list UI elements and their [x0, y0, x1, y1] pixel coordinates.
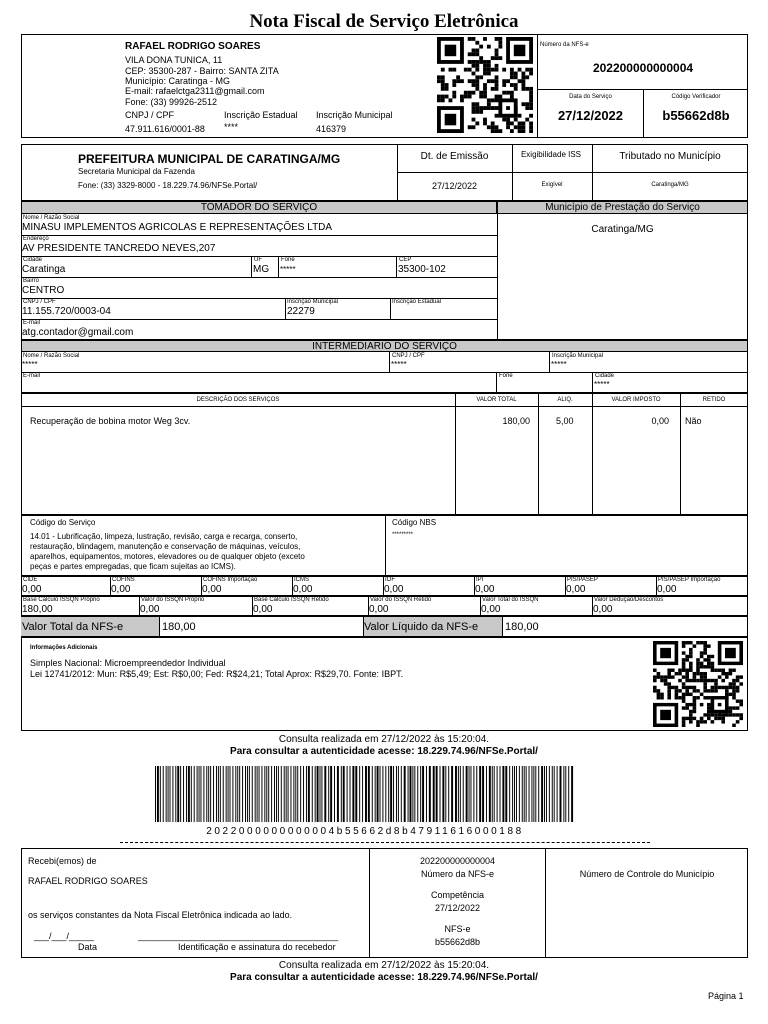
- tax-label: IOF: [385, 577, 395, 583]
- tomador-uf-label: UF: [254, 257, 262, 263]
- receipt-nfse-label: Número da NFS-e: [420, 869, 495, 879]
- service-date-label: Data do Serviço: [569, 94, 612, 100]
- nbs-label: Código NBS: [392, 518, 437, 527]
- receipt-control-label: Número de Controle do Município: [579, 869, 715, 879]
- service-code-line-2: restauração, blindagem, manutenção e conservação de máquinas, veículos,: [30, 542, 301, 551]
- receipt-signature-label: Identificação e assinatura do recebedor: [178, 942, 336, 952]
- tomador-uf: MG: [253, 264, 270, 275]
- tax-value: 0,00: [566, 584, 586, 595]
- tax-label: IPI: [476, 577, 484, 583]
- exigibilidade-value: Exigível: [541, 182, 563, 188]
- additional-info-line-2: Lei 12741/2012: Mun: R$5,49; Est: R$0,00; Fed: R$24,21; Total Aprox: R$29,70. Fonte: IBPT.: [30, 669, 404, 679]
- intermediario-cnpj: *****: [391, 360, 407, 369]
- tax-label: ICMS: [294, 577, 309, 583]
- service-code-line-3: aparelhos, equipamentos, motores, elevadores ou de qualquer objeto (exceto: [30, 552, 305, 561]
- prefeitura-name: PREFEITURA MUNICIPAL DE CARATINGA/MG: [78, 152, 341, 166]
- receipt-signature-blank: ________________________________________: [138, 931, 339, 941]
- tomador-cnpj-label: CNPJ / CPF: [23, 299, 56, 305]
- total-nfse-value: 180,00: [162, 621, 196, 633]
- liquid-nfse-label: Valor Líquido da NFS-e: [364, 621, 479, 633]
- tomador-phone: *****: [280, 265, 296, 274]
- provider-email: E-mail: rafaelctga2311@gmail.com: [125, 86, 265, 96]
- tax-label: Valor Dedução/Descontos: [594, 597, 664, 603]
- verification-code: b55662d8b: [662, 108, 730, 123]
- tax-value: 0,00: [22, 584, 42, 595]
- provider-ie-label: Inscrição Estadual: [224, 110, 298, 120]
- barcode-number: 2022000000000004b55662d8b47911616000188: [206, 826, 524, 837]
- tax-value: 0,00: [140, 604, 160, 615]
- emission-date: 27/12/2022: [431, 181, 478, 191]
- tax-label: COFINS: [112, 577, 135, 583]
- receipt-code: b55662d8b: [434, 937, 481, 947]
- intermediario-im: *****: [551, 360, 567, 369]
- tomador-email: atg.contador@gmail.com: [22, 327, 134, 338]
- nfse-number: 202200000000004: [592, 61, 694, 75]
- provider-address: VILA DONA TUNICA, 11: [125, 55, 223, 65]
- tomador-im: 22279: [287, 306, 315, 317]
- qr-code-icon: [653, 641, 743, 727]
- emission-date-label: Dt. de Emissão: [420, 151, 489, 162]
- provider-cnpj-label: CNPJ / CPF: [125, 110, 175, 120]
- col-valor-total: VALOR TOTAL: [476, 397, 517, 403]
- provider-cep: CEP: 35300-287 - Bairro: SANTA ZITA: [125, 66, 279, 76]
- tomador-section-title: TOMADOR DO SERVIÇO: [21, 201, 497, 214]
- receipt-nfse-number: 202200000000004: [419, 856, 496, 866]
- footer-consulta-line-1: Consulta realizada em 27/12/2022 às 15:20:04.: [278, 960, 490, 971]
- service-code-label: Código do Serviço: [30, 518, 96, 527]
- provider-phone: Fone: (33) 99926-2512: [125, 97, 218, 107]
- tax-value: 0,00: [384, 584, 404, 595]
- service-code-line-4: peças e partes empregadas, que ficam sujeitas ao ICMS).: [30, 562, 236, 571]
- barcode-icon: [155, 766, 575, 822]
- additional-info-label: Informações Adicionais: [30, 645, 98, 651]
- tax-label: Valor Total do ISSQN: [482, 597, 539, 603]
- additional-info-box: [21, 637, 748, 731]
- col-retido: RETIDO: [702, 397, 726, 403]
- tax-value: 0,00: [253, 604, 273, 615]
- provider-ie: ****: [224, 122, 239, 132]
- tax-value: 0,00: [202, 584, 222, 595]
- verification-code-label: Código Verificador: [671, 94, 721, 100]
- service-date: 27/12/2022: [557, 108, 624, 123]
- receipt-date-blank: ___/___/_____: [34, 931, 95, 941]
- receipt-received-label: Recebi(emos) de: [28, 856, 97, 866]
- tributado-value: Caratinga/MG: [651, 182, 689, 188]
- intermediario-section-title: INTERMEDIARIO DO SERVIÇO: [21, 340, 748, 352]
- service-code-line-1: 14.01 - Lubrificação, limpeza, lustração, revisão, carga e recarga, conserto,: [30, 532, 298, 541]
- receipt-nfse-short-label: NFS-e: [444, 924, 471, 934]
- prefeitura-secretaria: Secretaria Municipal da Fazenda: [78, 167, 195, 176]
- tax-label: Valor do ISSQN Retido: [370, 597, 432, 603]
- service-tax: 0,00: [651, 416, 669, 426]
- page-title: Nota Fiscal de Serviço Eletrônica: [249, 11, 519, 32]
- tomador-cep: 35300-102: [398, 264, 446, 275]
- exigibilidade-label: Exigibilidade ISS: [520, 150, 582, 159]
- intermediario-im-label: Inscrição Municipal: [552, 353, 604, 359]
- tomador-bairro-label: Bairro: [23, 278, 40, 284]
- receipt-date-label: Data: [78, 942, 98, 952]
- tax-value: 0,00: [369, 604, 389, 615]
- receipt-services-text: os serviços constantes da Nota Fiscal Eletrônica indicada ao lado.: [28, 910, 293, 920]
- tax-value: 0,00: [657, 584, 677, 595]
- services-table: [21, 393, 748, 515]
- prefeitura-contact: Fone: (33) 3329-8000 - 18.229.74.96/NFSe.Portal/: [78, 181, 258, 190]
- tax-label: CIDE: [23, 577, 38, 583]
- page-number: Página 1: [708, 991, 744, 1001]
- intermediario-name-label: Nome / Razão Social: [23, 353, 80, 359]
- tax-label: Valor do ISSQN Próprio: [141, 597, 205, 603]
- tomador-im-label: Inscrição Municipal: [287, 299, 339, 305]
- consulta-line-2: Para consultar a autenticidade acesse: 18.229.74.96/NFSe.Portal/: [230, 746, 538, 757]
- service-description: Recuperação de bobina motor Weg 3cv.: [30, 416, 191, 426]
- tomador-name: MINASU IMPLEMENTOS AGRICOLAS E REPRESENTAÇÕES LTDA: [22, 222, 333, 233]
- tomador-city: Caratinga: [22, 264, 66, 275]
- provider-name: RAFAEL RODRIGO SOARES: [125, 41, 261, 52]
- tax-value: 0,00: [293, 584, 313, 595]
- intermediario-city-label: Cidade: [595, 373, 615, 379]
- tax-value: 0,00: [481, 604, 501, 615]
- col-valor-imposto: VALOR IMPOSTO: [611, 397, 661, 403]
- tomador-address: AV PRESIDENTE TANCREDO NEVES,207: [22, 243, 216, 254]
- tax-value: 0,00: [475, 584, 495, 595]
- intermediario-name: *****: [22, 360, 38, 369]
- tomador-bairro: CENTRO: [22, 285, 65, 296]
- municipio-section-title: Município de Prestação do Serviço: [497, 201, 748, 214]
- consulta-line-1: Consulta realizada em 27/12/2022 às 15:20:04.: [278, 734, 490, 745]
- receipt-name: RAFAEL RODRIGO SOARES: [28, 876, 148, 886]
- nbs-value: *********: [392, 532, 414, 538]
- tomador-phone-label: Fone: [281, 257, 295, 263]
- col-descricao: DESCRIÇÃO DOS SERVIÇOS: [196, 397, 280, 403]
- provider-im: 416379: [316, 124, 347, 134]
- footer-consulta-line-2: Para consultar a autenticidade acesse: 18.229.74.96/NFSe.Portal/: [230, 972, 538, 983]
- receipt-competencia: 27/12/2022: [434, 903, 481, 913]
- service-retido: Não: [685, 416, 702, 426]
- tomador-ie-label: Inscrição Estadual: [392, 299, 442, 305]
- tax-label: PIS/PASEP: [567, 577, 598, 583]
- intermediario-city: *****: [594, 380, 610, 389]
- nfse-number-label: Número da NFS-e: [540, 42, 589, 48]
- tax-label: Base Cálculo ISSQN Retido: [254, 597, 329, 603]
- receipt-competencia-label: Competência: [430, 890, 485, 900]
- tax-label: Base Cálculo ISSQN Próprio: [23, 597, 100, 603]
- provider-city: Município: Caratinga - MG: [125, 76, 231, 86]
- qr-code-icon: [437, 37, 533, 133]
- tax-label: PIS/PASEP Importação: [658, 577, 721, 583]
- tomador-cep-label: CEP: [399, 257, 412, 263]
- tax-value: 180,00: [22, 604, 53, 615]
- provider-im-label: Inscrição Municipal: [316, 110, 393, 120]
- tributado-label: Tributado no Município: [619, 151, 721, 162]
- intermediario-phone-label: Fone: [499, 373, 513, 379]
- total-nfse-label: Valor Total da NFS-e: [22, 621, 124, 633]
- col-aliq: ALIQ.: [557, 397, 573, 403]
- tomador-name-label: Nome / Razão Social: [23, 215, 80, 221]
- cut-line: [120, 842, 650, 843]
- intermediario-cnpj-label: CNPJ / CPF: [392, 353, 425, 359]
- liquid-nfse-value: 180,00: [505, 621, 539, 633]
- tomador-cnpj: 11.155.720/0003-04: [22, 306, 111, 317]
- municipio-value: Caratinga/MG: [591, 224, 654, 235]
- additional-info-line-1: Simples Nacional: Microempreendedor Individual: [30, 658, 226, 668]
- provider-cnpj: 47.911.616/0001-88: [125, 124, 205, 134]
- service-aliq: 5,00: [556, 416, 574, 426]
- service-total: 180,00: [502, 416, 530, 426]
- tomador-email-label: E-mail: [23, 320, 41, 326]
- tomador-address-label: Endereço: [23, 236, 49, 242]
- tax-value: 0,00: [111, 584, 131, 595]
- tax-label: COFINS Importação: [203, 577, 258, 583]
- tax-value: 0,00: [593, 604, 613, 615]
- intermediario-email-label: E-mail: [23, 373, 41, 379]
- tomador-city-label: Cidade: [23, 257, 43, 263]
